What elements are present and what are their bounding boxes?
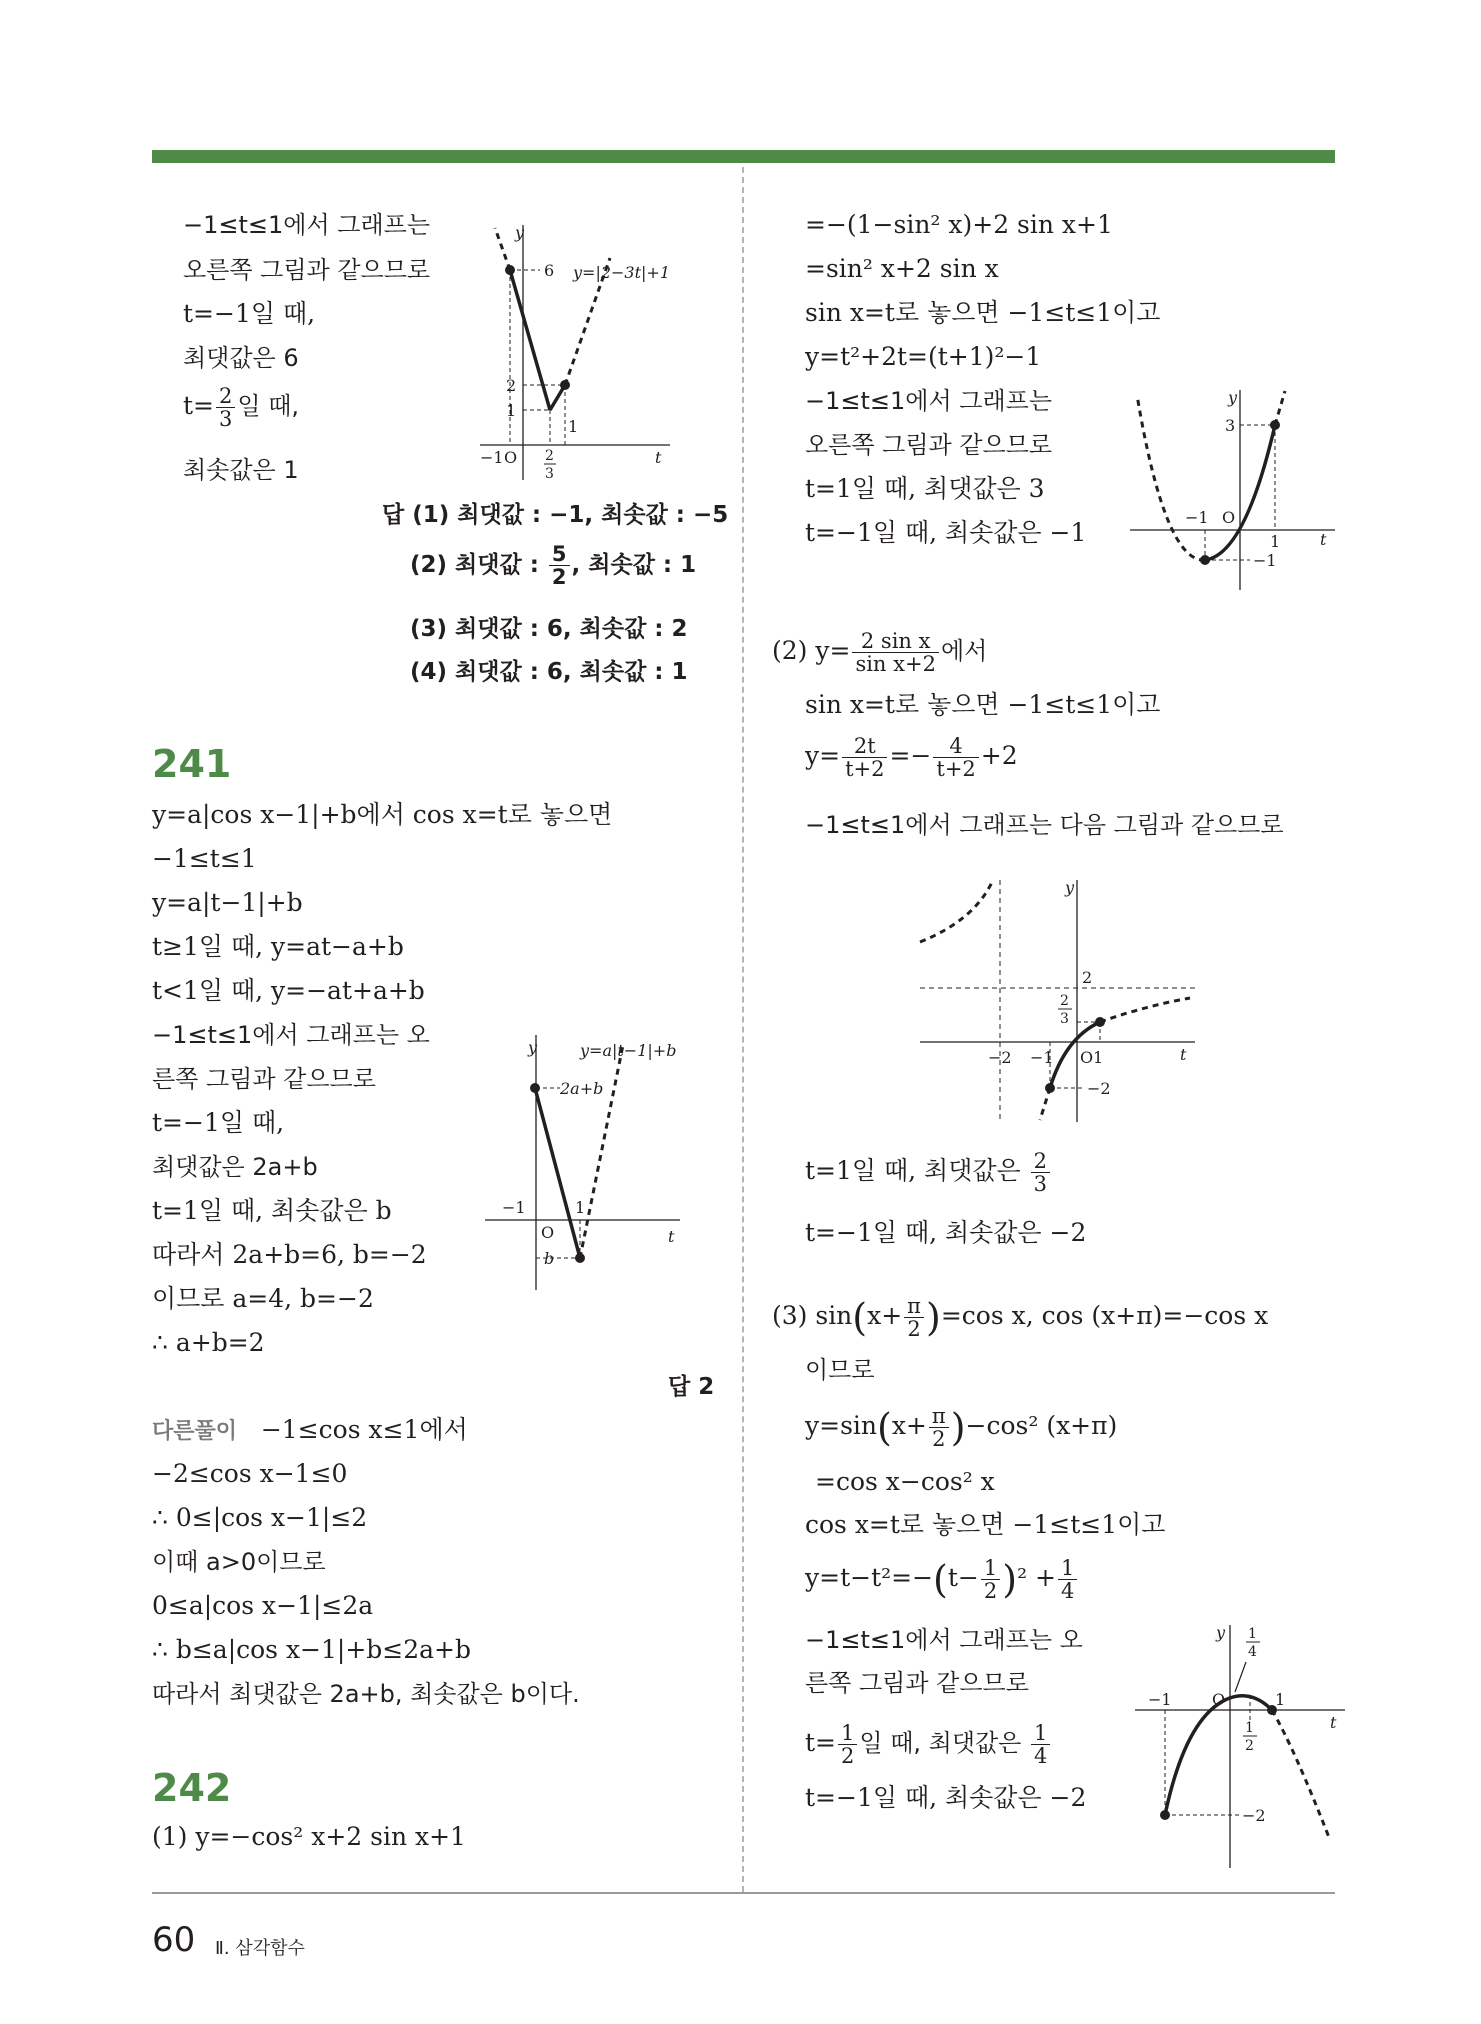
tick-label: 1 bbox=[568, 417, 579, 436]
tick-label: 2 bbox=[1082, 968, 1093, 987]
paren: ) bbox=[950, 1405, 966, 1450]
text-line: t=−1일 때, bbox=[152, 1108, 285, 1137]
numerator: 2 bbox=[216, 385, 235, 408]
tick-label: 1 bbox=[1270, 532, 1281, 551]
endpoint-dot bbox=[1095, 1017, 1105, 1027]
curve-dashed bbox=[1272, 1710, 1330, 1840]
text-line: =sin² x+2 sin x bbox=[805, 254, 999, 283]
tick-label: 1 bbox=[506, 401, 517, 420]
axis-label-y: y bbox=[1065, 878, 1075, 897]
graph-abs-v bbox=[470, 210, 720, 490]
curve-dashed bbox=[920, 880, 993, 942]
text-line: −1≤t≤1에서 그래프는 다음 그림과 같으므로 bbox=[805, 811, 1284, 839]
tick-label: 3 bbox=[1060, 1011, 1069, 1027]
denominator: 4 bbox=[1060, 1579, 1075, 1603]
graph-hyperbola bbox=[915, 870, 1200, 1125]
graph-parabola-down bbox=[1130, 1620, 1350, 1870]
text-part: t= bbox=[183, 391, 214, 420]
text-line bbox=[152, 1415, 468, 1447]
tick-label: 1 bbox=[1245, 1720, 1254, 1736]
numerator: 5 bbox=[549, 543, 570, 566]
text-part: (2) 최댓값 : bbox=[410, 552, 547, 578]
header-bar bbox=[152, 150, 1335, 163]
text-line: t=−1일 때, bbox=[183, 299, 316, 328]
fraction bbox=[933, 735, 978, 780]
tick-label: −2 bbox=[1242, 1806, 1266, 1825]
denominator: 2 bbox=[932, 1427, 946, 1451]
text-line: t=−1일 때, 최솟값은 −2 bbox=[805, 1218, 1087, 1247]
text-line: 0≤a|cos x−1|≤2a bbox=[152, 1591, 374, 1620]
tick-label: −1 bbox=[1148, 1690, 1172, 1709]
text-line: sin x=t로 놓으면 −1≤t≤1이고 bbox=[805, 690, 1161, 719]
tick-label: 1 bbox=[575, 1198, 586, 1217]
curve-dashed bbox=[1040, 1088, 1050, 1120]
chapter-title: Ⅱ. 삼각함수 bbox=[215, 1938, 305, 1959]
fraction bbox=[838, 1722, 857, 1767]
answer-line bbox=[410, 543, 696, 588]
axis-label-t: t bbox=[1330, 1713, 1337, 1732]
numerator: 2 sin x bbox=[852, 630, 939, 653]
page-number: 60 bbox=[152, 1920, 196, 1960]
text-line: −1≤t≤1에서 그래프는 오 bbox=[805, 1626, 1083, 1654]
endpoint-dot bbox=[1045, 1083, 1055, 1093]
endpoint-dot bbox=[505, 265, 515, 275]
tick-label: −2 bbox=[1087, 1079, 1111, 1098]
text-line: 이므로 a=4, b=−2 bbox=[152, 1284, 374, 1313]
numerator: 2 bbox=[1031, 1150, 1050, 1173]
denominator: 2 bbox=[983, 1579, 998, 1603]
tick-label: 1 bbox=[1248, 1626, 1257, 1642]
tick-label: 2 bbox=[1245, 1738, 1254, 1754]
text-line bbox=[805, 1150, 1052, 1195]
text-line: 최댓값은 6 bbox=[183, 344, 299, 372]
text-line: −1≤t≤1에서 그래프는 오 bbox=[152, 1021, 430, 1049]
text-line: ∴ a+b=2 bbox=[152, 1328, 265, 1357]
fraction bbox=[549, 543, 570, 588]
text-line: y=t²+2t=(t+1)²−1 bbox=[805, 342, 1042, 371]
text-part: 일 때, bbox=[237, 392, 300, 420]
paren: ( bbox=[852, 1295, 868, 1340]
axis-label-t: t bbox=[1180, 1045, 1187, 1064]
text-line: 이므로 bbox=[805, 1356, 875, 1384]
footer-rule bbox=[152, 1892, 1335, 1894]
tick-label: 3 bbox=[1225, 416, 1236, 435]
text-line bbox=[805, 1722, 1052, 1767]
denominator: 2 bbox=[841, 1744, 855, 1768]
tick-label: 1 bbox=[1093, 1048, 1104, 1067]
paren: ) bbox=[925, 1295, 941, 1340]
endpoint-dot bbox=[575, 1253, 585, 1263]
text-line bbox=[772, 630, 987, 675]
text-part: −cos² (x+π) bbox=[965, 1411, 1118, 1440]
text-part: , 최솟값 : 1 bbox=[571, 552, 697, 578]
curve-label: y=|2−3t|+1 bbox=[573, 263, 671, 282]
numerator: 4 bbox=[933, 735, 978, 758]
text-line: −2≤cos x−1≤0 bbox=[152, 1459, 348, 1488]
fraction bbox=[1031, 1150, 1050, 1195]
fraction bbox=[216, 385, 235, 430]
text-part: t=1일 때, 최댓값은 bbox=[805, 1156, 1029, 1185]
denominator: 2 bbox=[551, 565, 567, 589]
text-line: y=a|t−1|+b bbox=[152, 888, 303, 917]
graph-abs-linear bbox=[480, 1020, 725, 1300]
text-line: t=1일 때, 최댓값은 3 bbox=[805, 474, 1045, 503]
column-divider bbox=[742, 167, 744, 1892]
text-line: t<1일 때, y=−at+a+b bbox=[152, 976, 425, 1005]
axis-label-t: t bbox=[655, 448, 662, 467]
numerator: π bbox=[929, 1405, 949, 1428]
origin-label: O bbox=[541, 1223, 555, 1242]
tick-label: −2 bbox=[988, 1048, 1012, 1067]
graph-parabola-up bbox=[1125, 385, 1350, 595]
text-part: (2) y= bbox=[772, 636, 851, 665]
text-part: x+ bbox=[891, 1411, 927, 1440]
denominator: 4 bbox=[1034, 1744, 1048, 1768]
text-line bbox=[183, 385, 299, 430]
problem-number: 242 bbox=[152, 1766, 232, 1810]
text-line: t=−1일 때, 최솟값은 −2 bbox=[805, 1783, 1087, 1812]
alt-solution-tag: 다른풀이 bbox=[152, 1419, 238, 1444]
problem-number: 241 bbox=[152, 742, 232, 786]
fraction bbox=[981, 1557, 1000, 1602]
denominator: t+2 bbox=[936, 757, 976, 781]
text-part: t= bbox=[805, 1728, 836, 1757]
fraction bbox=[842, 735, 887, 780]
endpoint-dot bbox=[1270, 420, 1280, 430]
curve-dashed bbox=[1100, 998, 1190, 1022]
text-line bbox=[805, 1405, 1117, 1450]
origin-label: O bbox=[504, 448, 518, 467]
numerator: 2t bbox=[842, 735, 887, 758]
answer-line: 답 2 bbox=[668, 1374, 715, 1400]
text-part: =cos x, cos (x+π)=−cos x bbox=[940, 1301, 1269, 1330]
pointer-arrow bbox=[1235, 1662, 1246, 1692]
text-part: 에서 bbox=[940, 637, 988, 665]
tick-label: 3 bbox=[545, 466, 554, 482]
text-part: y= bbox=[805, 741, 841, 770]
text-part: 일 때, 최댓값은 bbox=[859, 1729, 1029, 1757]
tick-label: −1 bbox=[480, 448, 504, 467]
curve-dashed bbox=[495, 228, 510, 270]
text-line: 따라서 최댓값은 2a+b, 최솟값은 b이다. bbox=[152, 1680, 580, 1708]
numerator: 1 bbox=[838, 1722, 857, 1745]
text-line: −1≤t≤1에서 그래프는 bbox=[183, 211, 431, 239]
numerator: 1 bbox=[981, 1557, 1000, 1580]
text-part: y=t−t²=− bbox=[805, 1563, 934, 1592]
axis-label-t: t bbox=[668, 1227, 675, 1246]
curve-dashed bbox=[580, 1045, 623, 1258]
fraction bbox=[929, 1405, 949, 1450]
curve-label: y=a|t−1|+b bbox=[580, 1041, 677, 1060]
curve-dashed bbox=[1275, 391, 1285, 425]
axis-label-y: y bbox=[1228, 388, 1238, 407]
text-line: 따라서 2a+b=6, b=−2 bbox=[152, 1240, 427, 1269]
text-line: 른쪽 그림과 같으므로 bbox=[152, 1065, 376, 1093]
denominator: 3 bbox=[1033, 1172, 1047, 1196]
text-line: cos x=t로 놓으면 −1≤t≤1이고 bbox=[805, 1510, 1166, 1539]
endpoint-dot bbox=[530, 1083, 540, 1093]
endpoint-dot bbox=[1200, 555, 1210, 565]
text-line: ∴ 0≤|cos x−1|≤2 bbox=[152, 1503, 368, 1532]
text-line: t=−1일 때, 최솟값은 −1 bbox=[805, 518, 1087, 547]
text-part: y=sin bbox=[805, 1411, 877, 1440]
text-line: 최솟값은 1 bbox=[183, 456, 299, 484]
fraction bbox=[852, 630, 939, 675]
curve-dashed bbox=[1137, 395, 1205, 560]
curve-solid bbox=[1165, 1696, 1272, 1815]
axis-label-t: t bbox=[1320, 530, 1327, 549]
text-line: y=a|cos x−1|+b에서 cos x=t로 놓으면 bbox=[152, 800, 613, 829]
tick-label: −1 bbox=[1253, 551, 1277, 570]
text-part: =− bbox=[889, 741, 932, 770]
axis-label-y: y bbox=[528, 1038, 538, 1057]
text-line: (1) y=−cos² x+2 sin x+1 bbox=[152, 1822, 466, 1851]
axis-label-y: y bbox=[515, 223, 525, 242]
answer-line: 답 (1) 최댓값 : −1, 최솟값 : −5 bbox=[382, 502, 729, 528]
fraction bbox=[1031, 1722, 1050, 1767]
origin-label: O bbox=[1222, 508, 1236, 527]
text-line: −1≤t≤1에서 그래프는 bbox=[805, 387, 1053, 415]
paren: ( bbox=[933, 1557, 948, 1602]
tick-label: −1 bbox=[502, 1198, 526, 1217]
denominator: 2 bbox=[907, 1317, 921, 1341]
answer-line: (3) 최댓값 : 6, 최솟값 : 2 bbox=[410, 616, 688, 642]
text-line: −1≤t≤1 bbox=[152, 844, 257, 873]
tick-label: 2 bbox=[1060, 993, 1069, 1009]
text-line: 이때 a>0이므로 bbox=[152, 1548, 326, 1576]
axis-label-y: y bbox=[1216, 1623, 1226, 1642]
tick-label: 4 bbox=[1248, 1644, 1257, 1660]
text-line: t=1일 때, 최솟값은 b bbox=[152, 1196, 392, 1225]
tick-label: b bbox=[544, 1249, 555, 1268]
text-line: 오른쪽 그림과 같으므로 bbox=[805, 431, 1053, 459]
answer-line: (4) 최댓값 : 6, 최솟값 : 1 bbox=[410, 659, 688, 685]
paren: ) bbox=[1002, 1557, 1018, 1602]
text-line bbox=[805, 1557, 1079, 1602]
numerator: π bbox=[904, 1295, 924, 1318]
text-line: sin x=t로 놓으면 −1≤t≤1이고 bbox=[805, 298, 1161, 327]
origin-label: O bbox=[1212, 1690, 1226, 1709]
denominator: t+2 bbox=[845, 757, 885, 781]
text-line: 오른쪽 그림과 같으므로 bbox=[183, 256, 431, 284]
tick-label: −1 bbox=[1030, 1048, 1054, 1067]
tick-label: 6 bbox=[544, 261, 555, 280]
endpoint-dot bbox=[560, 380, 570, 390]
endpoint-dot bbox=[1160, 1810, 1170, 1820]
text-line bbox=[772, 1295, 1268, 1340]
tick-label: 2 bbox=[545, 448, 554, 464]
text-line: 최댓값은 2a+b bbox=[152, 1153, 318, 1181]
numerator: 1 bbox=[1058, 1557, 1077, 1580]
text-part: (3) sin bbox=[772, 1301, 853, 1330]
numerator: 1 bbox=[1031, 1722, 1050, 1745]
denominator: sin x+2 bbox=[855, 652, 936, 676]
text-part: x+ bbox=[867, 1301, 903, 1330]
text-line: ∴ b≤a|cos x−1|+b≤2a+b bbox=[152, 1635, 471, 1664]
tick-label: 2 bbox=[506, 376, 517, 395]
text-line: t≥1일 때, y=at−a+b bbox=[152, 932, 404, 961]
text-part: ² + bbox=[1017, 1563, 1056, 1592]
paren: ( bbox=[877, 1405, 892, 1450]
text-line: =−(1−sin² x)+2 sin x+1 bbox=[805, 210, 1113, 239]
fraction bbox=[1058, 1557, 1077, 1602]
text-part: +2 bbox=[980, 741, 1018, 770]
denominator: 3 bbox=[219, 407, 233, 431]
text-line bbox=[805, 735, 1018, 780]
text-line: =cos x−cos² x bbox=[815, 1467, 995, 1496]
tick-label: −1 bbox=[1185, 508, 1209, 527]
tick-label: 1 bbox=[1275, 1690, 1286, 1709]
tick-label: 2a+b bbox=[560, 1079, 604, 1098]
text-part: t− bbox=[947, 1563, 979, 1592]
text-line: 른쪽 그림과 같으므로 bbox=[805, 1669, 1029, 1697]
origin-label: O bbox=[1080, 1048, 1094, 1067]
fraction bbox=[904, 1295, 924, 1340]
text-part: −1≤cos x≤1에서 bbox=[260, 1415, 468, 1444]
